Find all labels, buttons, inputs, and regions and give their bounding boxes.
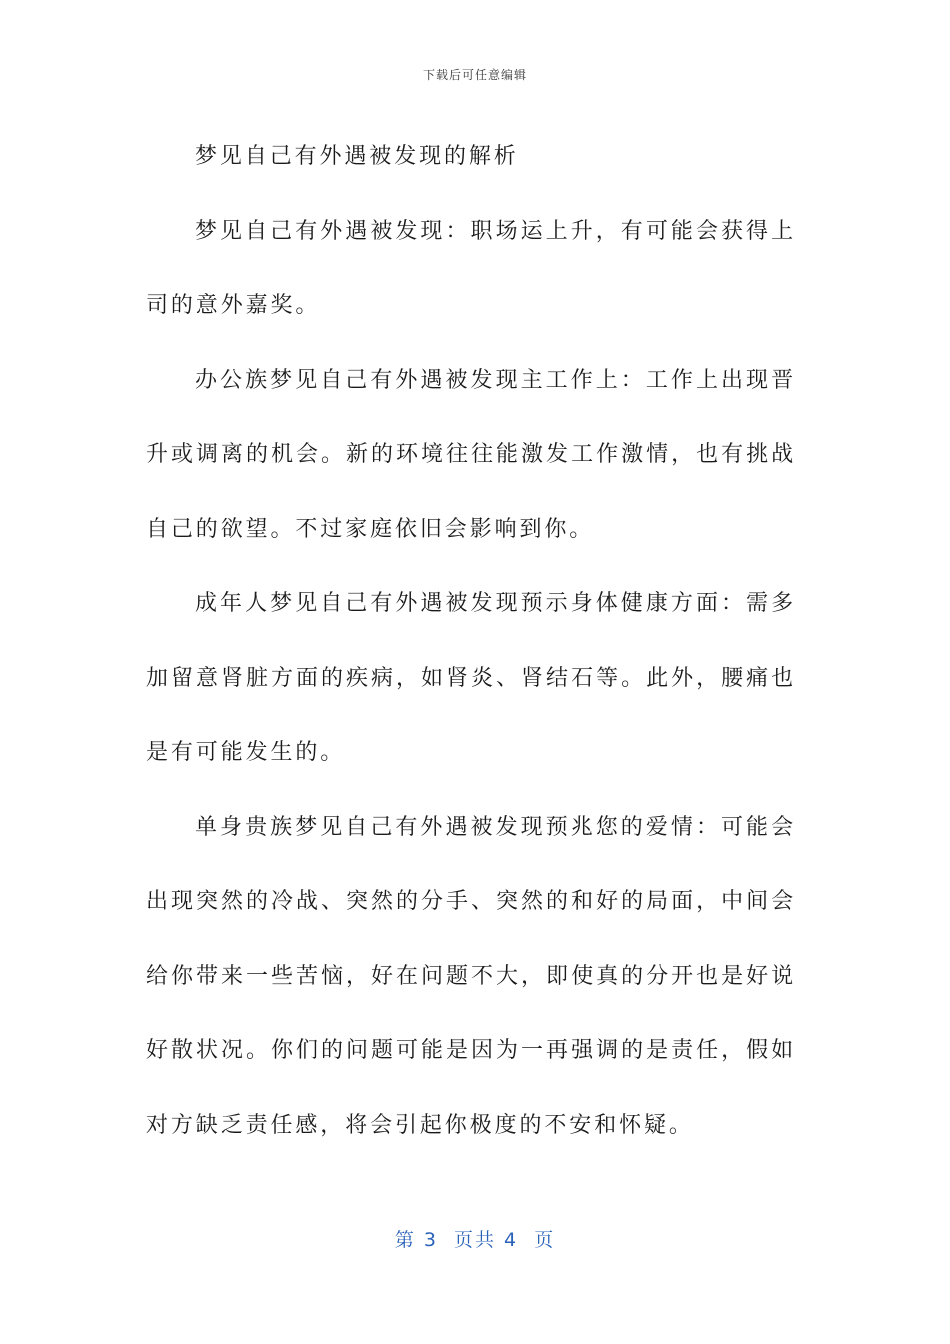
paragraph-career: 梦见自己有外遇被发现：职场运上升，有可能会获得上司的意外嘉奖。 [146,218,796,318]
paragraph-adult-health: 成年人梦见自己有外遇被发现预示身体健康方面：需多加留意肾脏方面的疾病，如肾炎、肾结石等。此外，腰痛也是有可能发生的。 [146,591,796,765]
paragraph-single-love: 单身贵族梦见自己有外遇被发现预兆您的爱情：可能会出现突然的冷战、突然的分手、突然的和好的局面，中间会给你带来一些苦恼，好在问题不大，即使真的分开也是好说好散状况。你们的问题可能是因为一再强调的是责任，假如对方缺乏责任感，将会引起你极度的不安和怀疑。 [146,814,796,1138]
document-body [146,120,796,1163]
page-number-footer: 第 3 页共 4 页 [394,1229,556,1251]
paragraph-office-worker: 办公族梦见自己有外遇被发现主工作上：工作上出现晋升或调离的机会。新的环境往往能激发工作激情，也有挑战自己的欲望。不过家庭依旧会影响到你。 [146,367,796,542]
page-header-note: 下载后可任意编辑 [422,68,527,82]
document-title: 梦见自己有外遇被发现的解析 [195,144,519,169]
